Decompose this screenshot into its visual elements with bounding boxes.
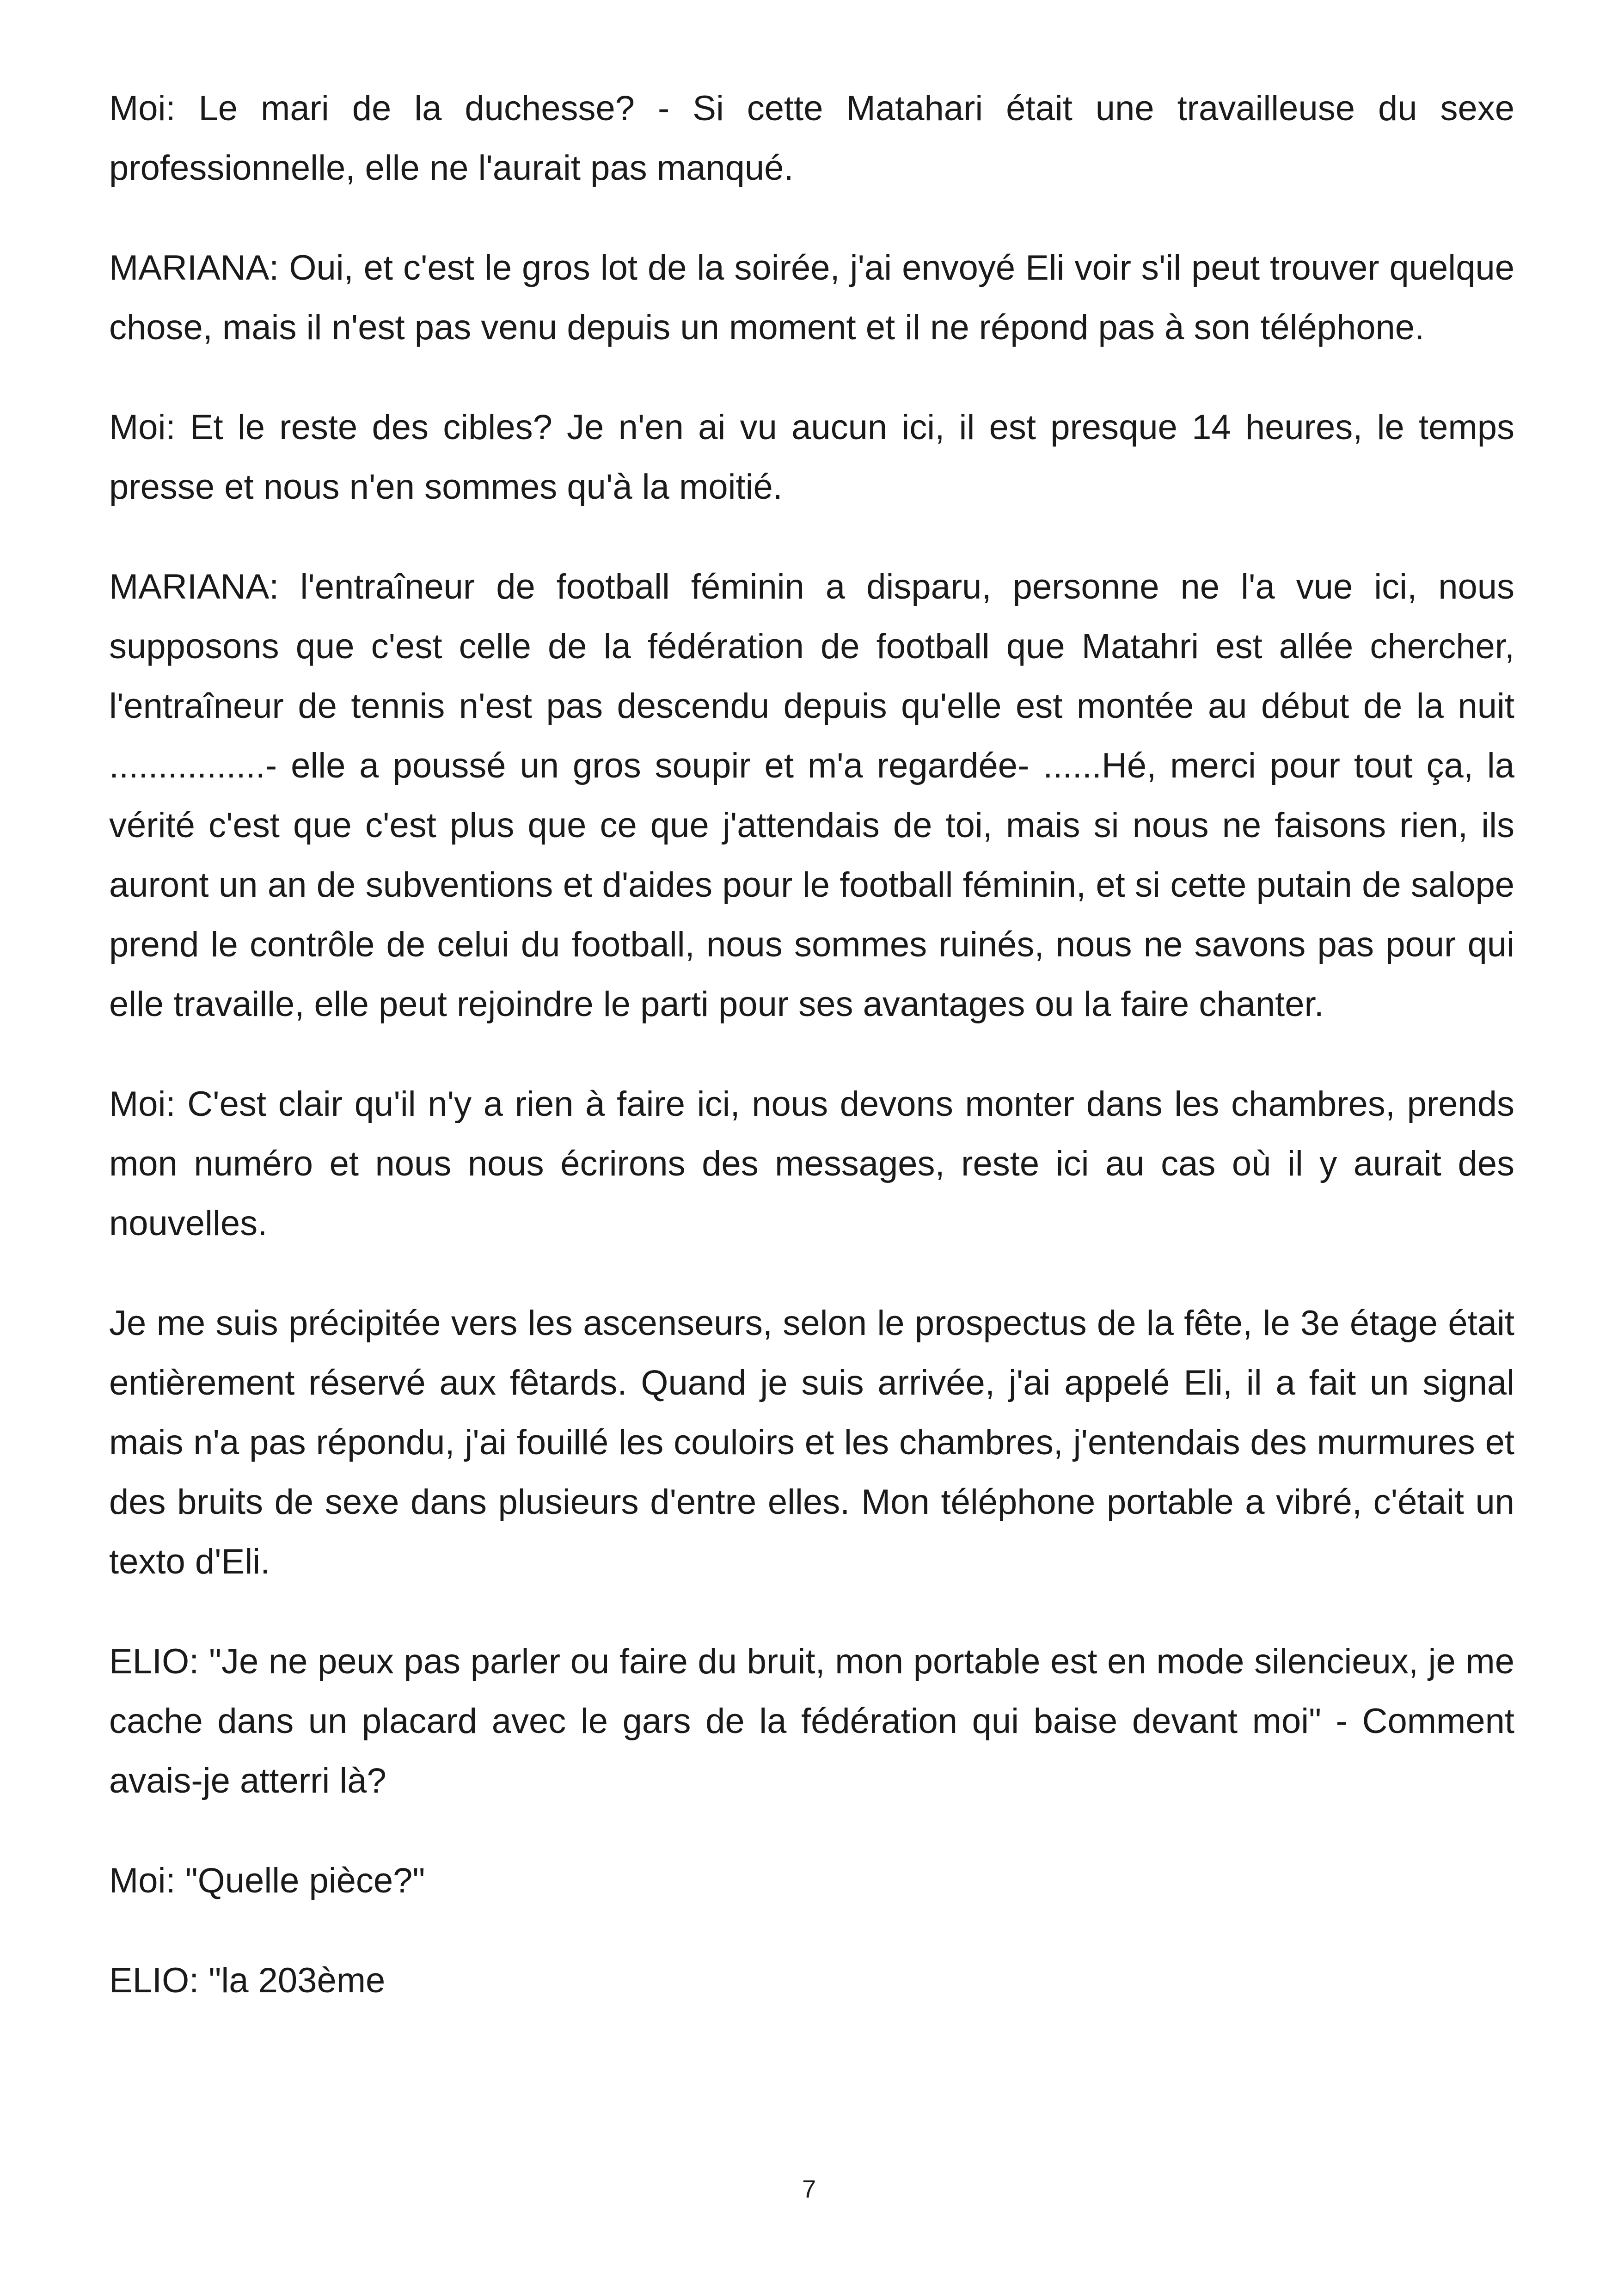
paragraph: Moi: Et le reste des cibles? Je n'en ai vu aucun ici, il est presque 14 heures, le temps presse et nous n'en sommes qu'à la moitié. — [109, 408, 1514, 507]
paragraph: Moi: Le mari de la duchesse? - Si cette Matahari était une travailleuse du sexe professionnelle, elle ne l'aurait pas manqué. — [109, 89, 1514, 188]
paragraph: ELIO: "Je ne peux pas parler ou faire du bruit, mon portable est en mode silencieux, je me cache dans un placard avec le gars de la fédération qui baise devant moi" - Comment avais-je atterri là? — [109, 1642, 1514, 1800]
paragraph: ELIO: "la 203ème — [109, 1961, 386, 2000]
paragraph: MARIANA: Oui, et c'est le gros lot de la soirée, j'ai envoyé Eli voir s'il peut trouver quelque chose, mais il n'est pas venu depuis un moment et il ne répond pas à son téléphone. — [109, 248, 1514, 347]
page-number: 7 — [802, 2175, 816, 2203]
page-body — [109, 79, 1514, 2051]
paragraph: Je me suis précipitée vers les ascenseurs, selon le prospectus de la fête, le 3e étage était entièrement réservé aux fêtards. Quand je suis arrivée, j'ai appelé Eli, il a fait un signal mais n'a pas répondu, j'ai fouillé les couloirs et les chambres, j'entendais des murmures et des bruits de sexe dans plusieurs d'entre elles. Mon téléphone portable a vibré, c'était un texto d'Eli. — [109, 1304, 1514, 1581]
paragraph: MARIANA: l'entraîneur de football féminin a disparu, personne ne l'a vue ici, nous supposons que c'est celle de la fédération de football que Matahri est allée chercher, l'entraîneur de tennis n'est pas descendu depuis qu'elle est montée au début de la nuit ................- elle a poussé un gros soupir et m'a regardée- ......Hé, merci pour tout ça, la vérité c'est que c'est plus que ce que j'attendais de toi, mais si nous ne faisons rien, ils auront un an de subventions et d'aides pour le football féminin, et si cette putain de salope prend le contrôle de celui du football, nous sommes ruinés, nous ne savons pas pour qui elle travaille, elle peut rejoindre le parti pour ses avantages ou la faire chanter. — [109, 567, 1514, 1024]
paragraph: Moi: "Quelle pièce?" — [109, 1861, 425, 1900]
paragraph: Moi: C'est clair qu'il n'y a rien à faire ici, nous devons monter dans les chambres, prends mon numéro et nous nous écrirons des messages, reste ici au cas où il y aurait des nouvelles. — [109, 1084, 1514, 1243]
